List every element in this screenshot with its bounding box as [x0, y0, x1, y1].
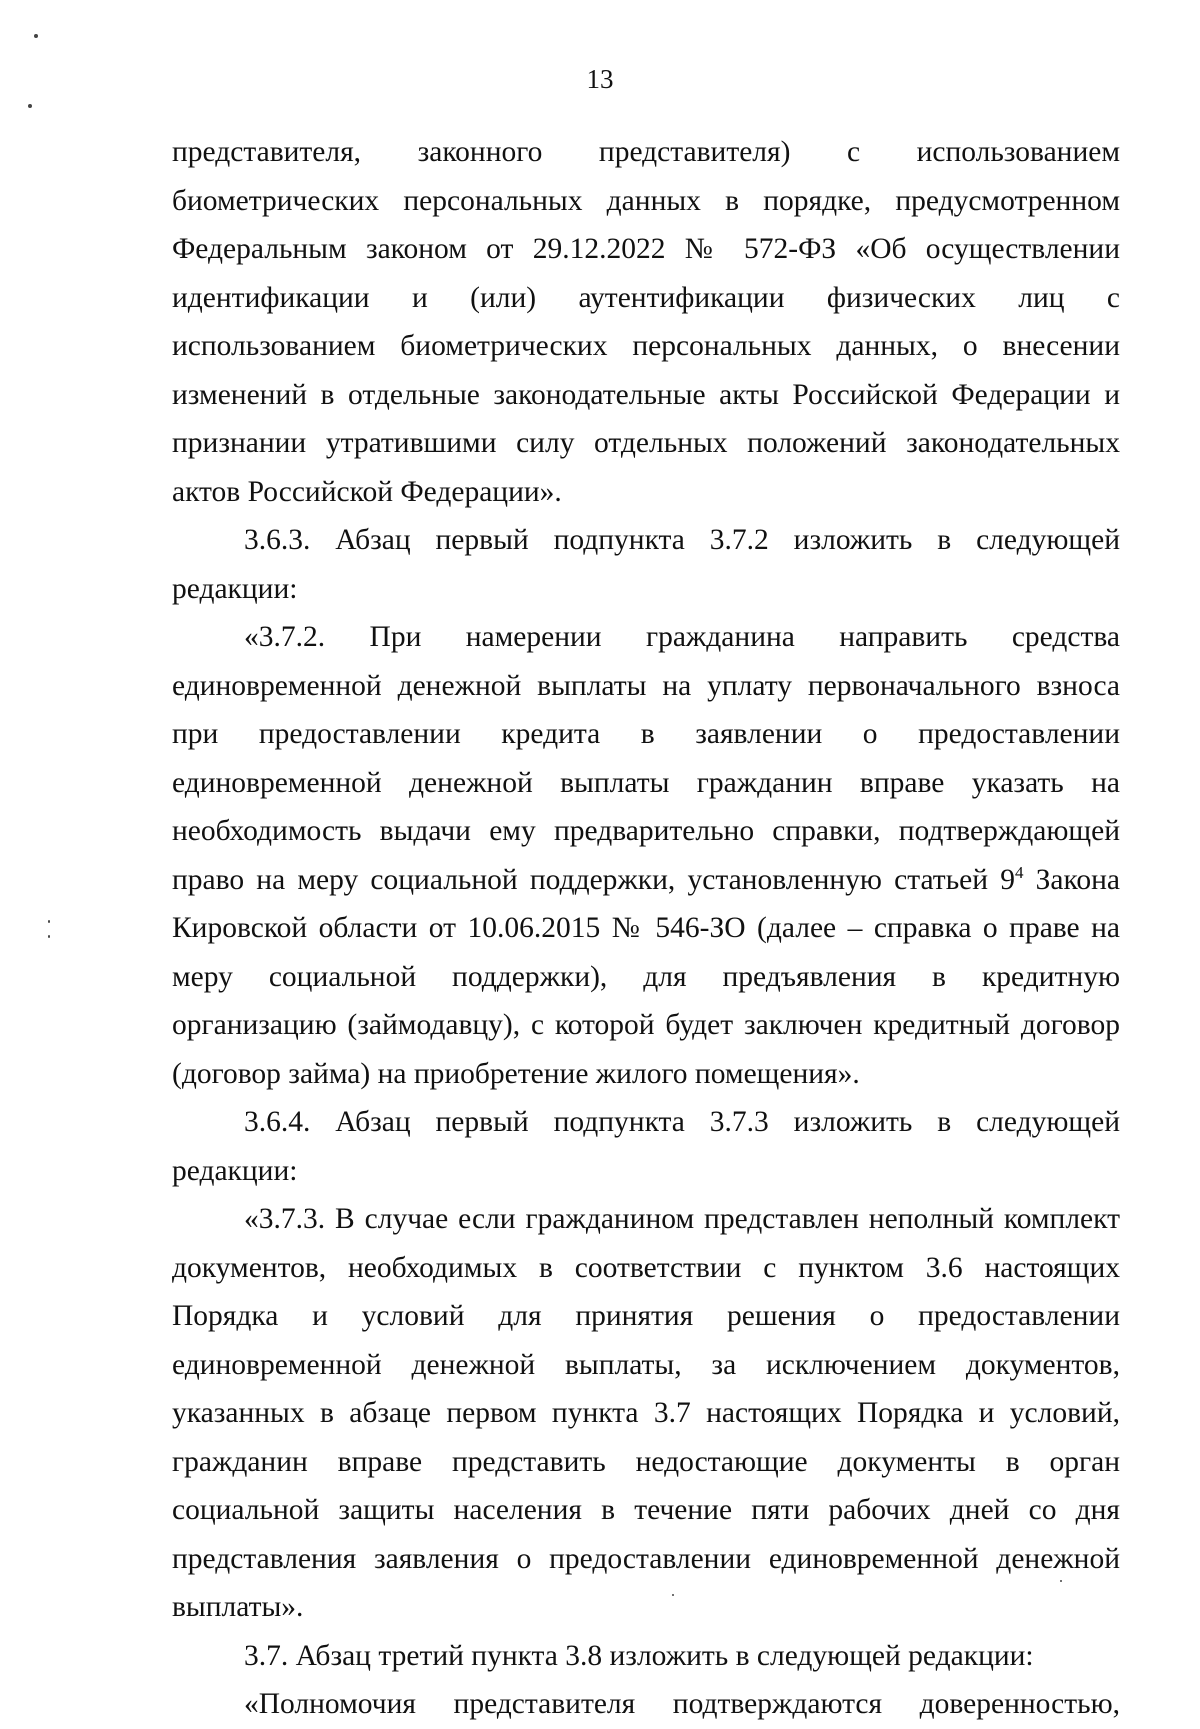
scan-speck: [34, 34, 38, 38]
paragraph-authority-quote: «Полномочия представителя подтверждаются доверенностью,: [244, 1688, 1120, 1720]
scan-speck: [672, 1594, 674, 1596]
paragraph-3-7-3-quote: «3.7.3. В случае если гражданином представлен неполный комплект документов, необходимых в соответствии с пунктом 3.6 настоящих Порядка и условий для принятия решения о предоставлении единовременной денежной выплаты, за исключением документов, указанных в абзаце первом пункта 3.7 настоящих Порядка и условий, гражданин вправе представить недостающие документы в орган социальной защиты населения в течение пяти рабочих дней со дня представления заявления о предоставлении единовременной денежной выплаты».: [172, 1203, 1120, 1623]
scan-speck: [28, 104, 32, 108]
page-number: 13: [586, 64, 614, 94]
paragraph-text-before: «3.7.2. При намерении гражданина направить средства единовременной денежной выплаты на уплату первоначального взноса при предоставлении кредита в заявлении о предоставлении единовременной денежной выплаты гражданин вправе указать на необходимость выдачи ему предварительно справки, подтверждающей право на меру социальной поддержки, установленную статьей 9: [172, 621, 1120, 896]
paragraph-3-6-4: 3.6.4. Абзац первый подпункта 3.7.3 изложить в следующей редакции:: [172, 1106, 1120, 1187]
document-body: [172, 128, 1120, 1729]
scan-speck: [48, 935, 50, 938]
paragraph-3-7: 3.7. Абзац третий пункта 3.8 изложить в следующей редакции:: [244, 1639, 1034, 1672]
scan-speck: [48, 920, 50, 923]
paragraph-continuation: представителя, законного представителя) с использованием биометрических персональных данных в порядке, предусмотренном Федеральным законом от 29.12.2022 № 572-ФЗ «Об осуществлении идентификации и (или) аутентификации физических лиц с использованием биометрических персональных данных, о внесении изменений в отдельные законодательные акты Российской Федерации и признании утратившими силу отдельных положений законодательных актов Российской Федерации».: [172, 136, 1120, 508]
superscript-article: 4: [1014, 862, 1024, 882]
scan-speck: [1060, 1580, 1062, 1582]
paragraph-3-6-3: 3.6.3. Абзац первый подпункта 3.7.2 изложить в следующей редакции:: [172, 524, 1120, 605]
paragraph-3-7-2-quote: [172, 613, 1120, 1098]
paragraph-text-after: Закона Кировской области от 10.06.2015 № 546-ЗО (далее – справка о праве на меру социальной поддержки), для предъявления в кредитную организацию (займодавцу), с которой будет заключен кредитный договор (договор займа) на приобретение жилого помещения».: [172, 863, 1120, 1090]
